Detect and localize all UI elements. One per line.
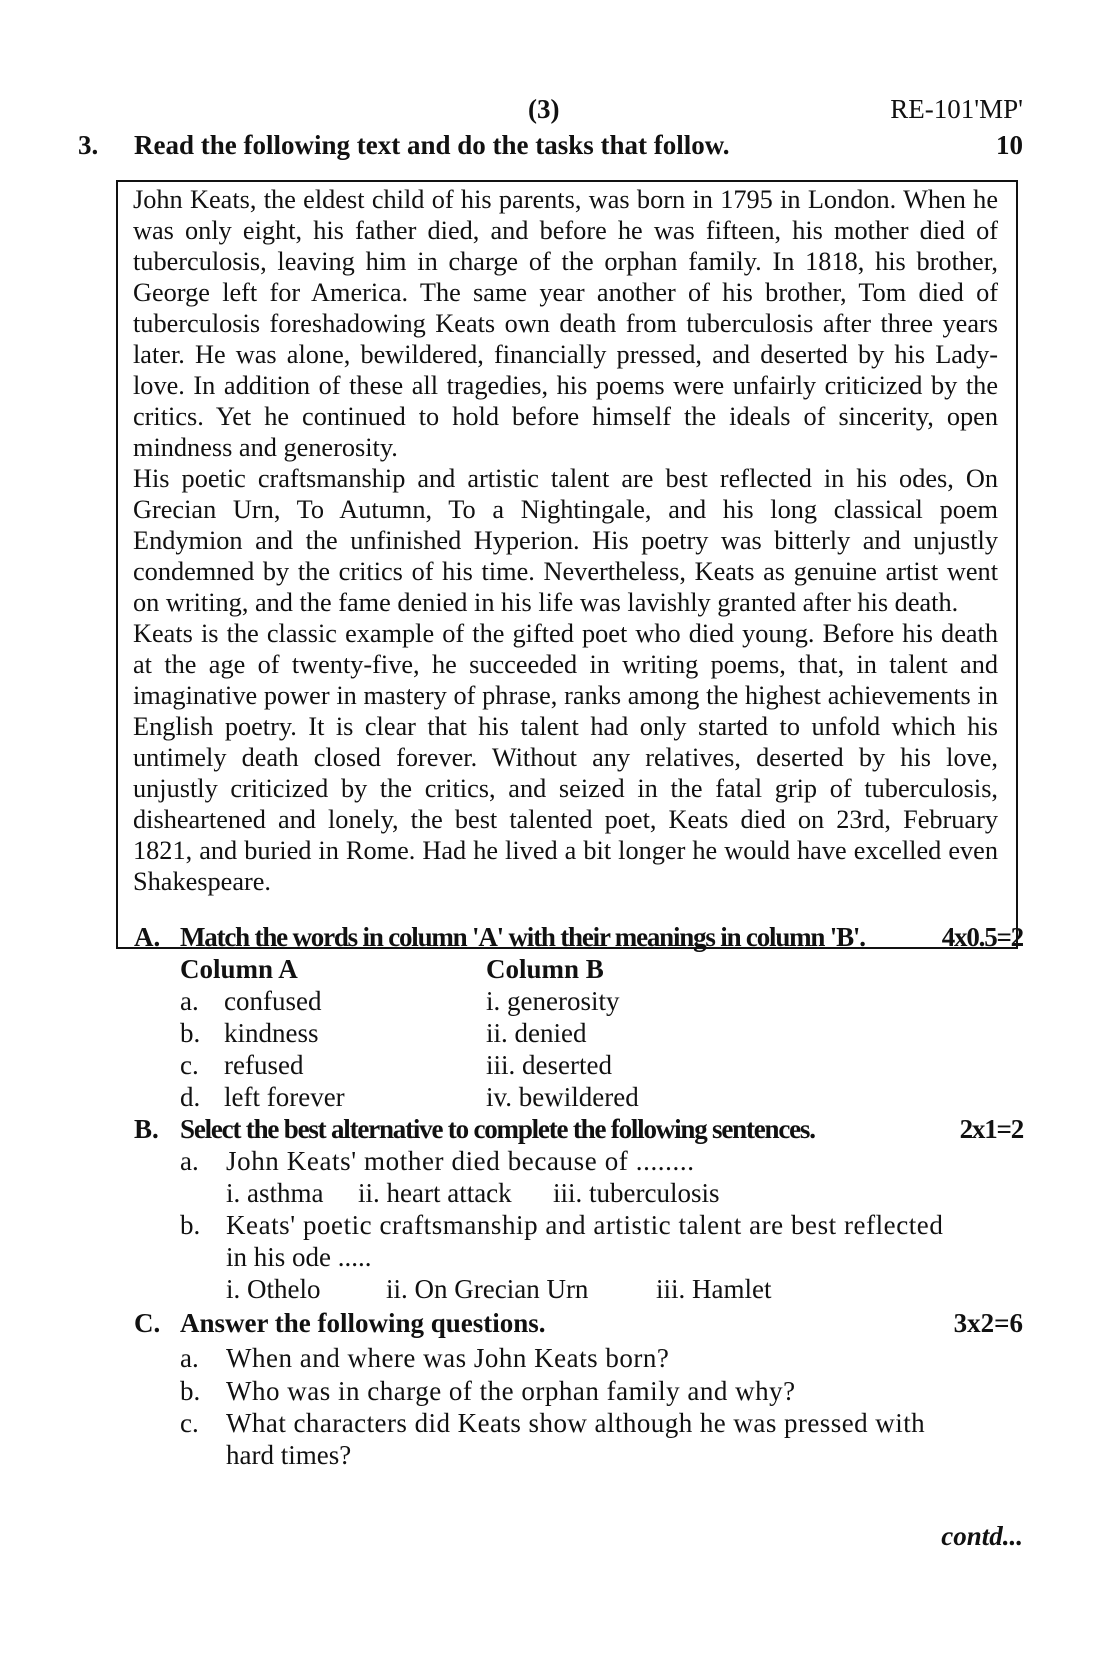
mcq-item-text: John Keats' mother died because of ........ — [226, 1146, 695, 1176]
question-instruction: Read the following text and do the tasks that follow. — [134, 130, 730, 160]
section-c-marks: 3x2=6 — [953, 1308, 1023, 1338]
mcq-option: i. asthma — [226, 1178, 324, 1208]
question-number: 3. — [78, 130, 99, 160]
section-b-marks: 2x1=2 — [959, 1114, 1023, 1144]
mcq-option: iii. tuberculosis — [553, 1178, 720, 1208]
question-item-letter: c. — [180, 1408, 199, 1438]
section-b-letter: B. — [134, 1114, 159, 1144]
match-row-word: confused — [224, 986, 322, 1016]
question-item-text: When and where was John Keats born? — [226, 1343, 670, 1373]
question-item-text: Who was in charge of the orphan family and why? — [226, 1376, 796, 1406]
match-row-letter: c. — [180, 1050, 199, 1080]
column-b-heading: Column B — [486, 954, 604, 984]
match-row-letter: d. — [180, 1082, 201, 1112]
question-item-text-continued: hard times? — [226, 1440, 352, 1470]
section-c-letter: C. — [134, 1308, 161, 1338]
question-item-text: What characters did Keats show although he was pressed with — [226, 1408, 926, 1438]
paper-code: RE-101'MP' — [890, 94, 1023, 124]
mcq-option: ii. heart attack — [358, 1178, 512, 1208]
question-item-letter: a. — [180, 1343, 199, 1373]
continued-note: contd... — [941, 1521, 1023, 1551]
mcq-item-text-continued: in his ode ..... — [226, 1242, 372, 1272]
column-a-heading: Column A — [180, 954, 298, 984]
mcq-option: i. Othelo — [226, 1274, 321, 1304]
match-row-word: left forever — [224, 1082, 345, 1112]
mcq-item-text: Keats' poetic craftsmanship and artistic talent are best reflected — [226, 1210, 944, 1240]
question-marks: 10 — [996, 130, 1023, 160]
match-row-meaning: i. generosity — [486, 986, 620, 1016]
passage-paragraph-1: John Keats, the eldest child of his parents, was born in 1795 in London. When he was only eight, his father died, and before he was fifteen, his mother died of tuberculosis, leaving him in charge of the orphan family. In 1818, his brother, George left for America. The same year another of his brother, Tom died of tuberculosis foreshadowing Keats own death from tuberculosis after three years later. He was alone, bewildered, financially pressed, and deserted by his Lady-love. In addition of these all tragedies, his poems were unfairly criticized by the critics. Yet he continued to hold before himself the ideals of sincerity, open mindness and generosity. — [133, 185, 998, 462]
page-number: (3) — [528, 94, 560, 124]
section-c-title: Answer the following questions. — [180, 1308, 546, 1338]
match-row-meaning: ii. denied — [486, 1018, 587, 1048]
section-a-title: Match the words in column 'A' with their meanings in column 'B'. — [180, 922, 865, 952]
mcq-item-letter: a. — [180, 1146, 199, 1176]
section-a-marks: 4x0.5=2 — [941, 922, 1023, 952]
section-b-title: Select the best alternative to complete the following sentences. — [180, 1114, 815, 1144]
reading-passage — [116, 180, 1018, 949]
match-row-letter: a. — [180, 986, 199, 1016]
match-row-meaning: iv. bewildered — [486, 1082, 639, 1112]
match-row-word: refused — [224, 1050, 304, 1080]
match-row-letter: b. — [180, 1018, 201, 1048]
mcq-option: ii. On Grecian Urn — [386, 1274, 589, 1304]
match-row-meaning: iii. deserted — [486, 1050, 612, 1080]
passage-paragraph-3: Keats is the classic example of the gifted poet who died young. Before his death at the age of twenty-five, he succeeded in writing poems, that, in talent and imaginative power in mastery of phrase, ranks among the highest achievements in English poetry. It is clear that his talent had only started to unfold which his untimely death closed forever. Without any relatives, deserted by his love, unjustly criticized by the critics, and seized in the fatal grip of tuberculosis, disheartened and lonely, the best talented poet, Keats died on 23rd, February 1821, and buried in Rome. Had he lived a bit longer he would have excelled even Shakespeare. — [133, 619, 998, 896]
mcq-item-letter: b. — [180, 1210, 201, 1240]
section-a-letter: A. — [134, 922, 161, 952]
question-item-letter: b. — [180, 1376, 201, 1406]
mcq-option: iii. Hamlet — [656, 1274, 772, 1304]
passage-paragraph-2: His poetic craftsmanship and artistic talent are best reflected in his odes, On Grecian Urn, To Autumn, To a Nightingale, and his long classical poem Endymion and the unfinished Hyperion. His poetry was bitterly and unjustly condemned by the critics of his time. Nevertheless, Keats as genuine artist went on writing, and the fame denied in his life was lavishly granted after his death. — [133, 464, 998, 617]
match-row-word: kindness — [224, 1018, 319, 1048]
